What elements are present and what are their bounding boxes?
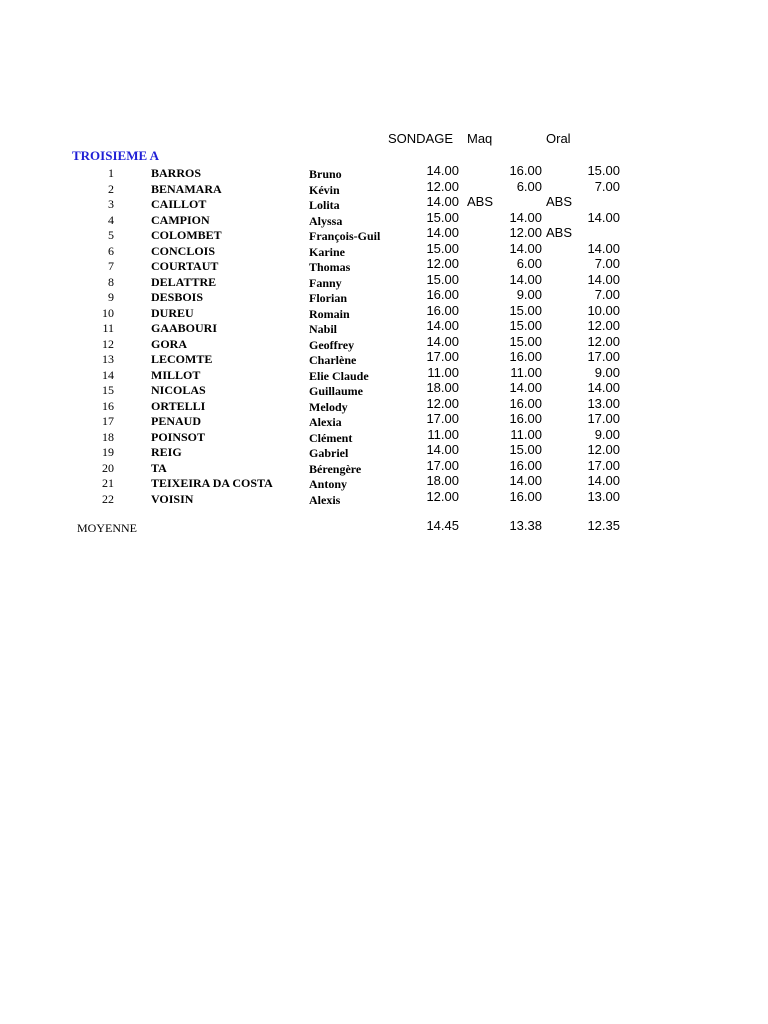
student-number: 7 (108, 259, 114, 273)
score-sondage: 11.00 (427, 426, 459, 442)
score-maq: ABS (467, 194, 494, 209)
student-first-name: Antony (309, 477, 348, 491)
student-number: 14 (102, 367, 114, 382)
table-row (0, 380, 768, 398)
score-oral: 14.00 (587, 271, 620, 287)
score-oral: 10.00 (587, 302, 620, 318)
score-sondage: 18.00 (426, 380, 459, 395)
student-first-name: Nabil (309, 322, 338, 336)
score-sondage: 14.00 (426, 163, 459, 178)
student-first-name: Bérengère (309, 461, 362, 476)
table-row (0, 473, 768, 491)
score-oral: 13.00 (587, 488, 620, 504)
table-row (0, 333, 768, 352)
student-first-name: Charlène (309, 353, 357, 367)
student-last-name: MILLOT (151, 367, 201, 382)
score-sondage: 16.00 (426, 287, 459, 302)
student-number: 2 (108, 181, 114, 196)
score-maq: 9.00 (516, 287, 542, 302)
student-first-name: Alyssa (309, 213, 343, 228)
table-row (0, 411, 768, 429)
student-last-name: BARROS (151, 166, 202, 180)
score-oral: 9.00 (594, 364, 620, 380)
score-maq: 6.00 (516, 178, 542, 194)
student-number: 8 (108, 274, 114, 289)
student-first-name: Alexis (309, 492, 341, 507)
table-row (0, 225, 768, 243)
score-sondage: 17.00 (426, 349, 459, 364)
student-number: 4 (108, 212, 114, 227)
score-maq: 16.00 (509, 163, 542, 178)
student-number: 11 (102, 321, 114, 335)
header-sondage: SONDAGE (388, 131, 454, 146)
student-first-name: Elie Claude (309, 368, 369, 383)
score-oral: 14.00 (587, 473, 620, 488)
student-last-name: BENAMARA (151, 181, 222, 196)
student-first-name: Karine (309, 244, 345, 259)
student-number: 1 (108, 166, 114, 180)
student-last-name: COURTAUT (151, 259, 219, 273)
score-sondage: 14.00 (426, 442, 459, 457)
score-oral: 7.00 (594, 256, 620, 271)
table-row (0, 271, 768, 290)
student-first-name: Alexia (309, 415, 342, 429)
score-oral: 12.00 (587, 318, 620, 333)
average-row (0, 518, 768, 533)
student-number: 9 (108, 290, 114, 304)
table-row (0, 178, 768, 197)
score-sondage: 15.00 (426, 271, 459, 287)
score-maq: 16.00 (509, 457, 542, 473)
score-maq: 15.00 (509, 442, 542, 457)
student-last-name: TA (151, 460, 167, 475)
student-last-name: COLOMBET (151, 228, 222, 242)
table-row (0, 287, 768, 305)
score-sondage: 11.00 (427, 364, 459, 380)
score-maq: 12.00 (509, 225, 542, 240)
student-last-name: DESBOIS (151, 290, 204, 304)
score-oral: 12.00 (587, 442, 620, 457)
score-maq: 16.00 (509, 349, 542, 364)
score-sondage: 17.00 (426, 457, 459, 473)
score-oral: 15.00 (587, 163, 620, 178)
score-maq: 14.00 (509, 271, 542, 287)
student-last-name: DUREU (151, 305, 194, 320)
average-label: MOYENNE (77, 521, 137, 535)
header-oral: Oral (546, 131, 571, 146)
student-last-name: POINSOT (151, 429, 206, 444)
table-row (0, 349, 768, 367)
student-last-name: GORA (151, 336, 187, 351)
score-maq: 14.00 (509, 380, 542, 395)
score-maq: 15.00 (509, 302, 542, 318)
student-first-name: Gabriel (309, 446, 349, 460)
score-sondage: 12.00 (426, 395, 459, 411)
student-number: 3 (108, 197, 114, 211)
student-first-name: Bruno (309, 167, 342, 181)
student-last-name: CAMPION (151, 212, 210, 227)
table-row (0, 364, 768, 383)
student-first-name: Romain (309, 306, 350, 321)
student-last-name: REIG (151, 445, 182, 459)
student-last-name: LECOMTE (151, 352, 213, 366)
score-sondage: 15.00 (426, 240, 459, 256)
table-row (0, 256, 768, 274)
score-oral: 14.00 (587, 240, 620, 256)
score-sondage: 15.00 (426, 209, 459, 225)
average-sondage: 14.45 (426, 518, 459, 533)
score-maq: 11.00 (510, 364, 542, 380)
score-maq: 16.00 (509, 411, 542, 426)
student-first-name: Thomas (309, 260, 351, 274)
score-sondage: 14.00 (426, 225, 459, 240)
score-oral: 14.00 (587, 380, 620, 395)
student-last-name: VOISIN (151, 491, 194, 506)
table-row (0, 426, 768, 445)
student-first-name: Fanny (309, 275, 342, 290)
score-maq: 15.00 (509, 333, 542, 349)
student-last-name: PENAUD (151, 414, 201, 428)
score-oral: 7.00 (594, 178, 620, 194)
student-first-name: Guillaume (309, 384, 364, 398)
student-number: 15 (102, 383, 114, 397)
score-oral: 14.00 (587, 209, 620, 225)
class-title: TROISIEME A (72, 148, 160, 163)
score-sondage: 14.00 (426, 318, 459, 333)
table-row (0, 442, 768, 460)
student-last-name: CAILLOT (151, 197, 207, 211)
student-number: 21 (102, 476, 114, 490)
student-first-name: François-Guil (309, 229, 381, 243)
average-oral: 12.35 (587, 518, 620, 533)
score-sondage: 14.00 (426, 333, 459, 349)
score-oral: ABS (546, 225, 573, 240)
score-sondage: 17.00 (426, 411, 459, 426)
student-last-name: CONCLOIS (151, 243, 216, 258)
score-oral: 9.00 (594, 426, 620, 442)
student-last-name: DELATTRE (151, 274, 217, 289)
score-maq: 15.00 (509, 318, 542, 333)
table-row (0, 302, 768, 321)
score-maq: 6.00 (516, 256, 542, 271)
score-sondage: 12.00 (426, 488, 459, 504)
student-number: 22 (102, 491, 114, 506)
score-oral: 7.00 (594, 287, 620, 302)
student-number: 6 (108, 243, 114, 258)
student-number: 5 (108, 228, 114, 242)
score-oral: 13.00 (587, 395, 620, 411)
student-first-name: Geoffrey (309, 337, 355, 352)
student-first-name: Kévin (309, 182, 340, 197)
score-oral: 17.00 (587, 457, 620, 473)
average-maq: 13.38 (509, 518, 542, 533)
student-number: 17 (102, 414, 114, 428)
score-maq: 14.00 (509, 473, 542, 488)
student-number: 10 (102, 305, 114, 320)
student-last-name: ORTELLI (151, 398, 206, 413)
student-number: 16 (102, 398, 114, 413)
student-number: 19 (102, 445, 114, 459)
table-row (0, 318, 768, 336)
table-row (0, 457, 768, 476)
student-number: 18 (102, 429, 114, 444)
student-number: 12 (102, 336, 114, 351)
score-maq: 14.00 (509, 240, 542, 256)
student-first-name: Melody (309, 399, 348, 414)
score-oral: 17.00 (587, 411, 620, 426)
student-first-name: Lolita (309, 198, 340, 212)
score-oral: 17.00 (587, 349, 620, 364)
score-maq: 14.00 (509, 209, 542, 225)
score-sondage: 18.00 (426, 473, 459, 488)
table-row (0, 395, 768, 414)
score-maq: 16.00 (509, 395, 542, 411)
score-sondage: 16.00 (426, 302, 459, 318)
score-oral: ABS (546, 194, 573, 209)
student-first-name: Florian (309, 291, 347, 305)
score-oral: 12.00 (587, 333, 620, 349)
student-last-name: GAABOURI (151, 321, 218, 335)
table-row (0, 209, 768, 228)
student-last-name: NICOLAS (151, 383, 206, 397)
table-row (0, 163, 768, 181)
header-maq: Maq (467, 131, 493, 146)
score-sondage: 12.00 (426, 256, 459, 271)
student-last-name: TEIXEIRA DA COSTA (151, 476, 273, 490)
score-sondage: 14.00 (426, 194, 459, 209)
score-maq: 16.00 (509, 488, 542, 504)
table-row (0, 194, 768, 212)
table-row (0, 240, 768, 259)
table-row (0, 488, 768, 507)
score-maq: 11.00 (510, 426, 542, 442)
student-number: 13 (102, 352, 114, 366)
score-sondage: 12.00 (426, 178, 459, 194)
student-number: 20 (102, 460, 114, 475)
student-first-name: Clément (309, 430, 353, 445)
